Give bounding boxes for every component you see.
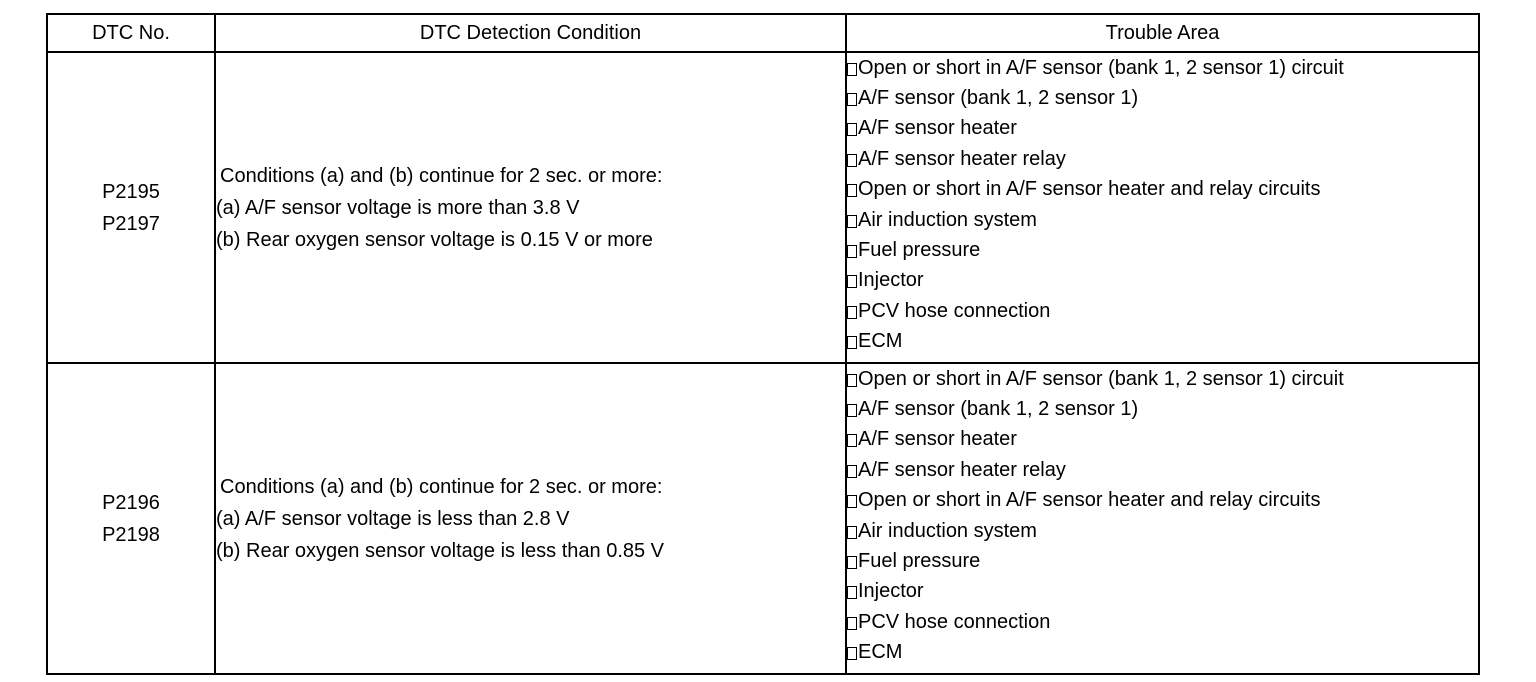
trouble-area-label: Injector bbox=[858, 269, 924, 292]
checkbox-square-icon bbox=[847, 434, 857, 447]
trouble-area-item bbox=[847, 364, 1478, 394]
trouble-area-item bbox=[847, 638, 1478, 668]
checkbox-square-icon bbox=[847, 123, 857, 136]
condition-line: (a) A/F sensor voltage is less than 2.8 V bbox=[216, 507, 570, 530]
condition-line: Conditions (a) and (b) continue for 2 sec. or more: bbox=[220, 164, 663, 187]
detection-condition-cell bbox=[215, 52, 846, 363]
dtc-code: P2195 bbox=[102, 180, 160, 203]
dtc-table bbox=[46, 13, 1480, 675]
header-trouble-area: Trouble Area bbox=[846, 14, 1479, 52]
trouble-area-item bbox=[847, 175, 1478, 205]
trouble-area-item bbox=[847, 394, 1478, 424]
trouble-area-item bbox=[847, 425, 1478, 455]
trouble-area-label: A/F sensor heater relay bbox=[858, 147, 1066, 170]
trouble-area-cell bbox=[846, 363, 1479, 674]
checkbox-square-icon bbox=[847, 374, 857, 387]
dtc-code-cell bbox=[47, 363, 215, 674]
table-row bbox=[47, 52, 1479, 363]
checkbox-square-icon bbox=[847, 495, 857, 508]
condition-line: (b) Rear oxygen sensor voltage is 0.15 V or more bbox=[216, 228, 653, 251]
trouble-area-list bbox=[847, 53, 1478, 357]
trouble-area-label: PCV hose connection bbox=[858, 610, 1051, 633]
checkbox-square-icon bbox=[847, 336, 857, 349]
checkbox-square-icon bbox=[847, 184, 857, 197]
trouble-area-label: Fuel pressure bbox=[858, 239, 981, 262]
trouble-area-label: Air induction system bbox=[858, 208, 1037, 231]
trouble-area-label: Injector bbox=[858, 580, 924, 603]
trouble-area-item bbox=[847, 144, 1478, 174]
trouble-area-cell bbox=[846, 52, 1479, 363]
checkbox-square-icon bbox=[847, 617, 857, 630]
dtc-code: P2196 bbox=[102, 491, 160, 514]
detection-condition-cell bbox=[215, 363, 846, 674]
trouble-area-label: Air induction system bbox=[858, 519, 1037, 542]
checkbox-square-icon bbox=[847, 154, 857, 167]
dtc-code-cell bbox=[47, 52, 215, 363]
trouble-area-item bbox=[847, 296, 1478, 326]
checkbox-square-icon bbox=[847, 275, 857, 288]
checkbox-square-icon bbox=[847, 647, 857, 660]
trouble-area-item bbox=[847, 486, 1478, 516]
trouble-area-label: A/F sensor heater bbox=[858, 117, 1017, 140]
checkbox-square-icon bbox=[847, 586, 857, 599]
trouble-area-label: A/F sensor (bank 1, 2 sensor 1) bbox=[858, 398, 1139, 421]
trouble-area-item bbox=[847, 607, 1478, 637]
checkbox-square-icon bbox=[847, 404, 857, 417]
condition-line: (b) Rear oxygen sensor voltage is less than 0.85 V bbox=[216, 539, 665, 562]
checkbox-square-icon bbox=[847, 245, 857, 258]
trouble-area-item bbox=[847, 516, 1478, 546]
trouble-area-item bbox=[847, 327, 1478, 357]
trouble-area-item bbox=[847, 577, 1478, 607]
trouble-area-item bbox=[847, 114, 1478, 144]
trouble-area-label: PCV hose connection bbox=[858, 299, 1051, 322]
trouble-area-label: ECM bbox=[858, 641, 903, 664]
trouble-area-label: Open or short in A/F sensor (bank 1, 2 sensor 1) circuit bbox=[858, 56, 1344, 79]
condition-line: (a) A/F sensor voltage is more than 3.8 V bbox=[216, 196, 580, 219]
trouble-area-label: Open or short in A/F sensor (bank 1, 2 sensor 1) circuit bbox=[858, 367, 1344, 390]
table-row bbox=[47, 363, 1479, 674]
trouble-area-item bbox=[847, 205, 1478, 235]
checkbox-square-icon bbox=[847, 306, 857, 319]
checkbox-square-icon bbox=[847, 526, 857, 539]
trouble-area-item bbox=[847, 455, 1478, 485]
trouble-area-item bbox=[847, 83, 1478, 113]
checkbox-square-icon bbox=[847, 556, 857, 569]
checkbox-square-icon bbox=[847, 215, 857, 228]
trouble-area-label: Open or short in A/F sensor heater and relay circuits bbox=[858, 178, 1321, 201]
trouble-area-label: Open or short in A/F sensor heater and relay circuits bbox=[858, 489, 1321, 512]
trouble-area-item bbox=[847, 546, 1478, 576]
trouble-area-label: A/F sensor heater bbox=[858, 428, 1017, 451]
trouble-area-label: A/F sensor heater relay bbox=[858, 458, 1066, 481]
trouble-area-label: A/F sensor (bank 1, 2 sensor 1) bbox=[858, 87, 1139, 110]
dtc-code: P2197 bbox=[102, 212, 160, 235]
dtc-code: P2198 bbox=[102, 523, 160, 546]
trouble-area-list bbox=[847, 364, 1478, 668]
trouble-area-item bbox=[847, 235, 1478, 265]
trouble-area-item bbox=[847, 53, 1478, 83]
checkbox-square-icon bbox=[847, 465, 857, 478]
checkbox-square-icon bbox=[847, 63, 857, 76]
header-detection-condition: DTC Detection Condition bbox=[215, 14, 846, 52]
trouble-area-label: Fuel pressure bbox=[858, 550, 981, 573]
trouble-area-label: ECM bbox=[858, 330, 903, 353]
header-dtc-no: DTC No. bbox=[47, 14, 215, 52]
trouble-area-item bbox=[847, 266, 1478, 296]
header-row bbox=[47, 14, 1479, 52]
checkbox-square-icon bbox=[847, 93, 857, 106]
condition-line: Conditions (a) and (b) continue for 2 sec. or more: bbox=[220, 475, 663, 498]
